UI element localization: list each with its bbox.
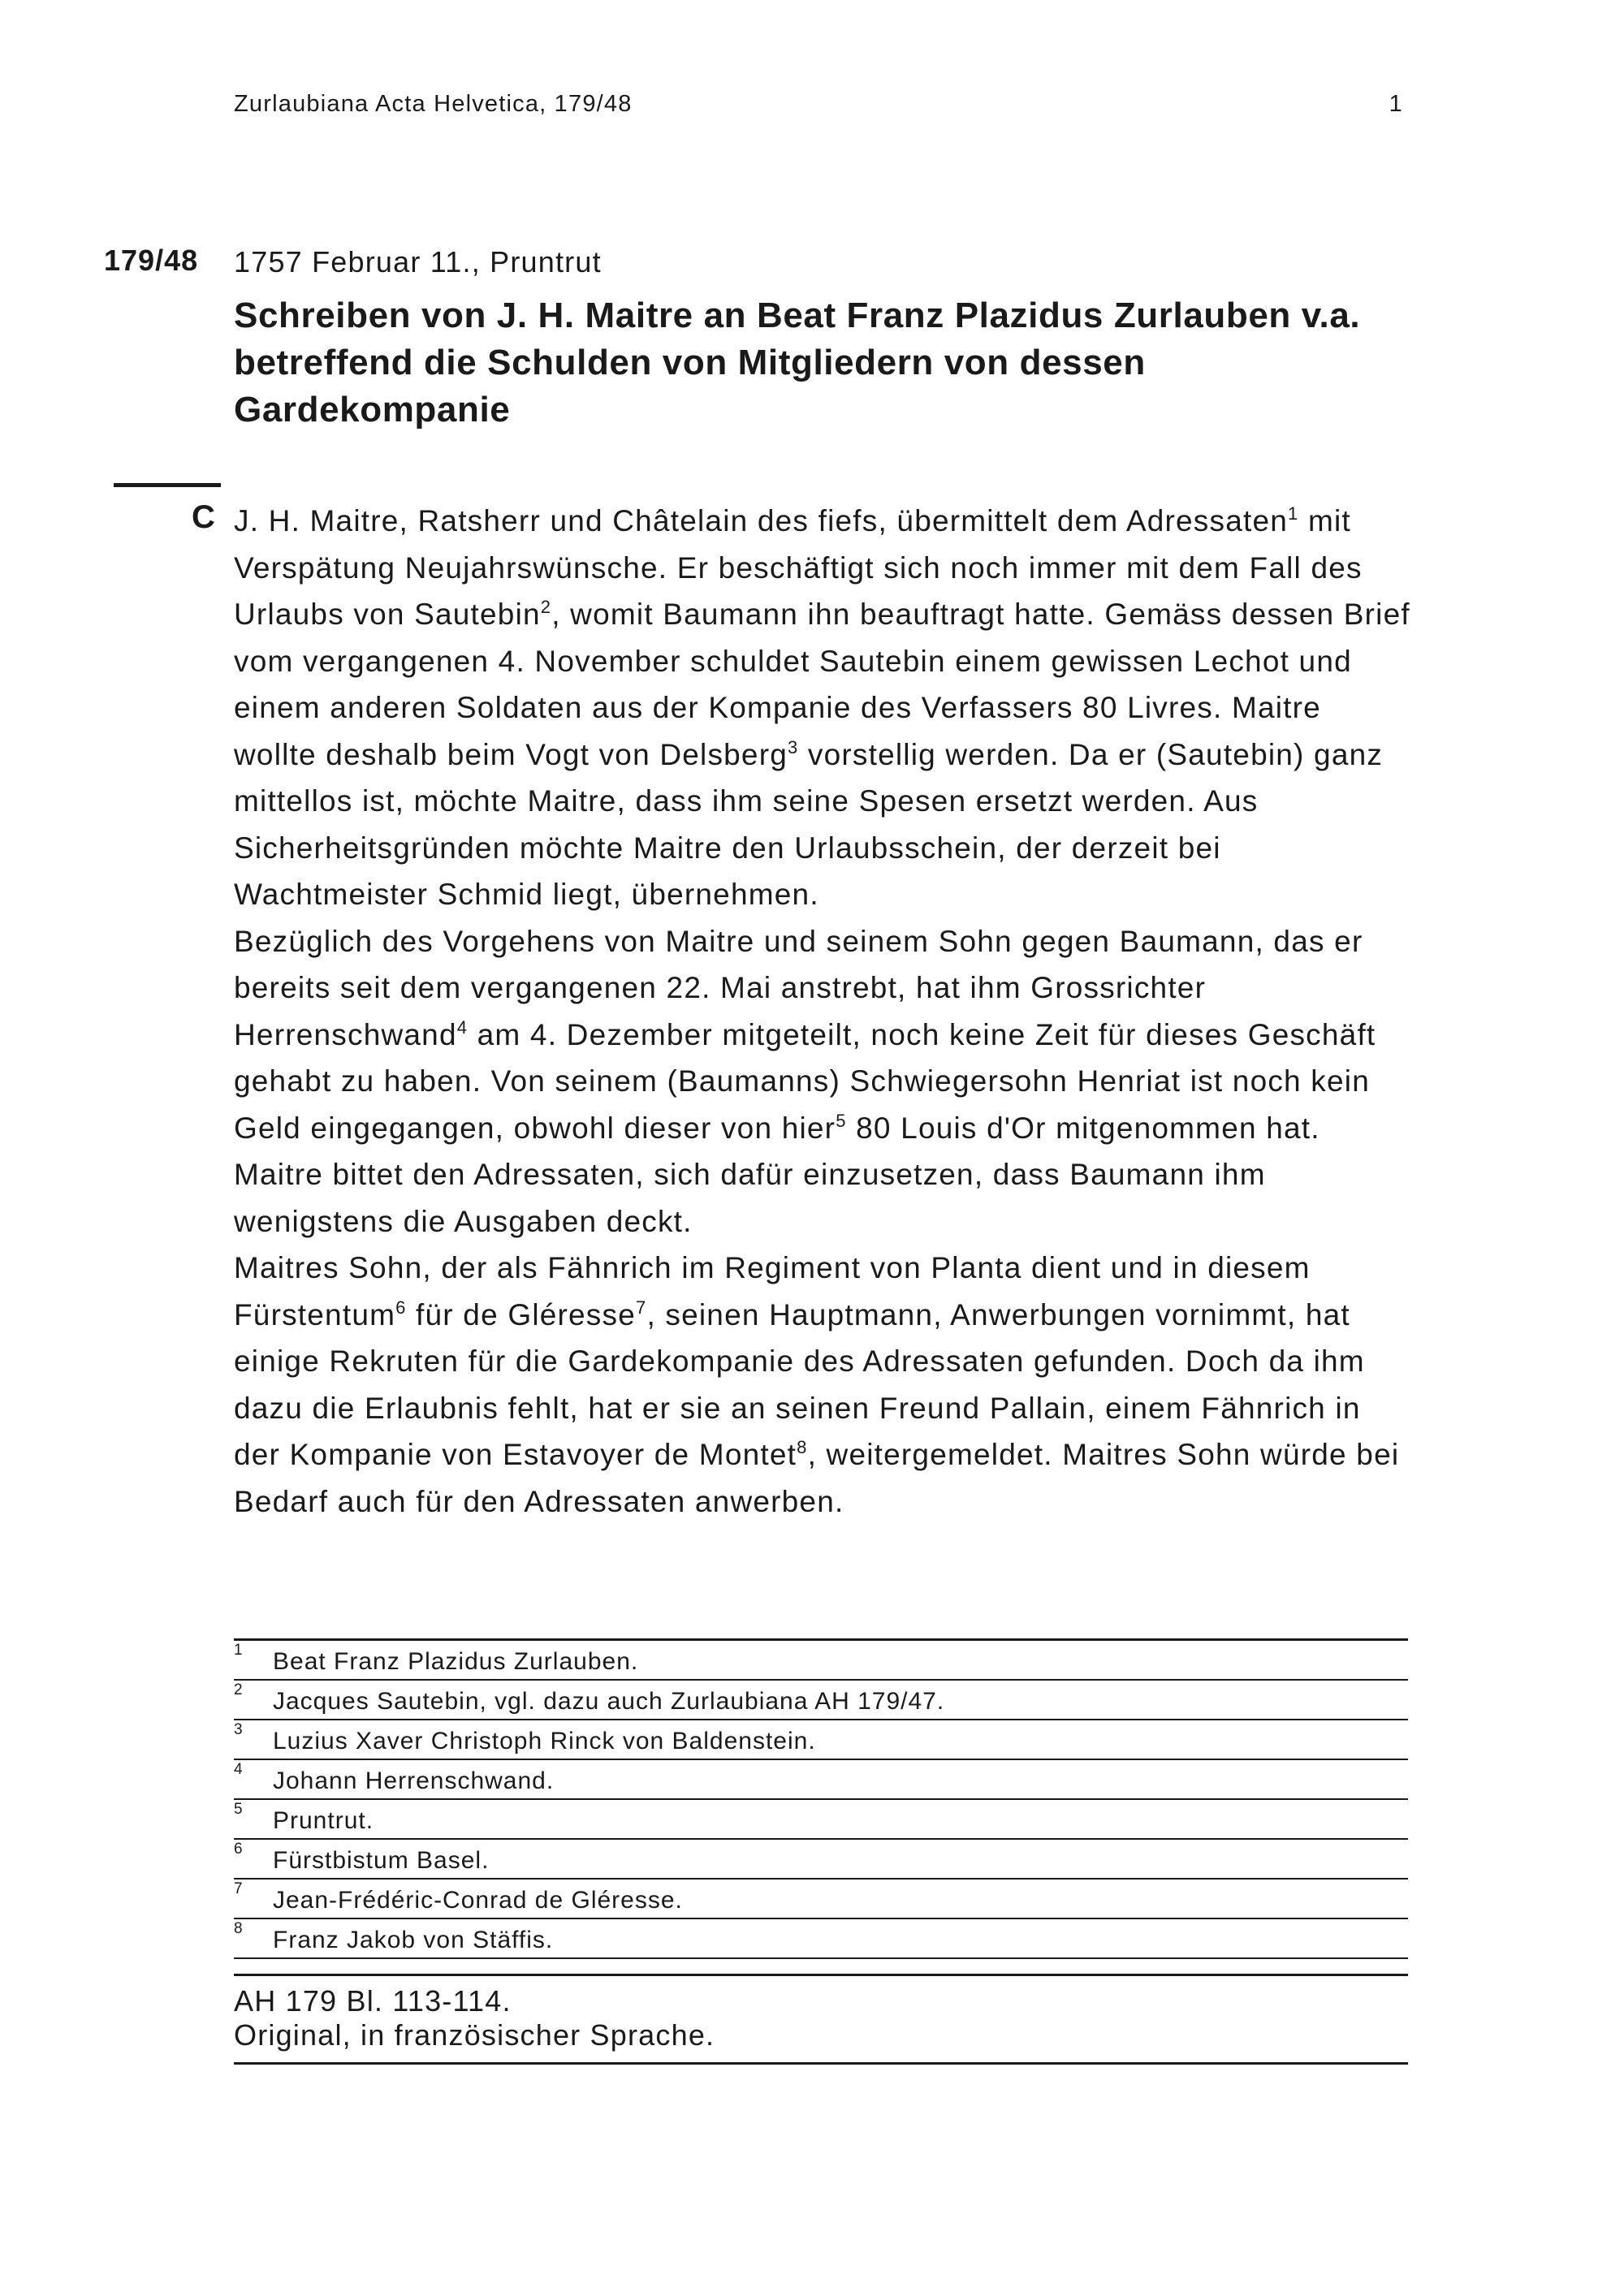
text: Maitres Sohn, der als Fähnrich im Regiment von Planta dient und in diesem Fürstentum <box>234 1251 1311 1331</box>
footnote-text: Luzius Xaver Christoph Rinck von Baldenstein. <box>273 1728 816 1754</box>
footnote <box>234 1760 1408 1800</box>
footnote-text: Johann Herrenschwand. <box>273 1767 555 1794</box>
footnote-ref[interactable]: 2 <box>540 597 552 617</box>
text: am 4. Dezember mitgeteilt, noch keine Zeit für dieses Geschäft gehabt zu haben. Von seinem (Baumanns) Schwiegersohn Henriat ist noch kein Geld eingegangen, obwohl dieser von hier <box>234 1017 1376 1145</box>
source-signature: AH 179 Bl. 113-114. <box>234 1984 512 2018</box>
footnote-number: 3 <box>234 1721 244 1738</box>
footnote-ref[interactable]: 8 <box>797 1437 808 1457</box>
footnote-number: 7 <box>234 1880 244 1897</box>
footnote-ref[interactable]: 4 <box>456 1016 469 1038</box>
footnote-ref[interactable]: 3 <box>788 736 799 757</box>
regest-body <box>234 498 1411 1525</box>
document-date-place: 1757 Februar 11., Pruntrut <box>234 245 602 278</box>
text: , seinen Hauptmann, Anwerbungen vornimmt, hat einige Rekruten für die Gardekompanie des Adressaten gefunden. Doch da ihm dazu die Erlaubnis fehlt, hat er sie an seinen Freund Pallain, einem Fähnrich in der Kompanie von Estavoyer de Montet <box>234 1297 1365 1471</box>
text: vorstellig werden. Da er (Sautebin) ganz mittellos ist, möchte Maitre, dass ihm seine Spesen ersetzt werden. Aus Sicherheitsgründen möchte Maitre den Urlaubsschein, der derzeit bei Wachtmeister Schmid liegt, übernehmen. <box>234 737 1384 911</box>
footnote <box>234 1880 1408 1919</box>
footnote-number: 6 <box>234 1841 244 1858</box>
text: mit Verspätung Neujahrswünsche. Er beschäftigt sich noch immer mit dem Fall des Urlaubs von Sautebin <box>234 504 1363 631</box>
footnote <box>234 1800 1408 1840</box>
footnote-text: Jacques Sautebin, vgl. dazu auch Zurlaubiana AH 179/47. <box>273 1688 945 1715</box>
footnote-number: 5 <box>234 1801 244 1818</box>
paragraph-3 <box>234 1151 1411 1245</box>
footnote <box>234 1840 1408 1880</box>
footnote-ref[interactable]: 7 <box>636 1297 647 1318</box>
text: Bezüglich des Vorgehens von Maitre und seinem Sohn gegen Baumann, das er bereits seit dem vergangenen 22. Mai anstrebt, hat ihm Grossrichter Herrenschwand <box>234 924 1363 1051</box>
text: für de Gléresse <box>406 1297 636 1331</box>
footnote-number: 1 <box>234 1642 244 1659</box>
text: , weitergemeldet. Maitres Sohn würde bei Bedarf auch für den Adressaten anwerben. <box>234 1438 1400 1518</box>
source-note <box>234 1974 1408 2065</box>
paragraph-4 <box>234 1245 1411 1525</box>
running-header <box>234 91 1403 132</box>
text: J. H. Maitre, Ratsherr und Châtelain des fiefs, übermittelt dem Adressaten <box>234 504 1289 537</box>
text: 80 Louis d'Or mitgenommen hat. <box>846 1111 1320 1145</box>
footnote-number: 4 <box>234 1761 244 1778</box>
footnote-number: 8 <box>234 1920 244 1937</box>
text: , womit Baumann ihn beauftragt hatte. Gemäss dessen Brief vom vergangenen 4. November schuldet Sautebin einem gewissen Lechot und einem anderen Soldaten aus der Kompanie des Verfassers 80 Livres. Maitre wollte deshalb beim Vogt von Delsberg <box>234 598 1410 771</box>
footnote <box>234 1919 1408 1959</box>
margin-rule <box>114 483 221 487</box>
footnote-text: Fürstbistum Basel. <box>273 1847 490 1874</box>
footnote-number: 2 <box>234 1681 244 1698</box>
footnote <box>234 1681 1408 1720</box>
footnote-ref[interactable]: 5 <box>836 1110 847 1131</box>
footnotes <box>234 1638 1408 1959</box>
footnote-text: Beat Franz Plazidus Zurlauben. <box>273 1648 639 1675</box>
footnote-text: Jean-Frédéric-Conrad de Gléresse. <box>273 1887 683 1914</box>
source-description: Original, in französischer Sprache. <box>234 2018 715 2052</box>
footnote <box>234 1641 1408 1681</box>
footnote-ref[interactable]: 1 <box>1288 503 1299 524</box>
document-title: Schreiben von J. H. Maitre an Beat Franz Plazidus Zurlauben v.a. betreffend die Schulden von Mitgliedern von dessen Gardekompanie <box>234 296 1361 429</box>
margin-mark: C <box>192 499 215 535</box>
footnote <box>234 1720 1408 1760</box>
footnote-text: Franz Jakob von Stäffis. <box>273 1927 554 1953</box>
footnote-ref[interactable]: 6 <box>395 1297 407 1318</box>
text: Maitre bittet den Adressaten, sich dafür einzusetzen, dass Baumann ihm wenigstens die Ausgaben deckt. <box>234 1158 1266 1238</box>
document-number: 179/48 <box>104 244 199 277</box>
footnote-text: Pruntrut. <box>273 1807 374 1834</box>
paragraph-2 <box>234 918 1411 1152</box>
header-title: Zurlaubiana Acta Helvetica, 179/48 <box>234 91 633 117</box>
page-number: 1 <box>1389 91 1403 117</box>
paragraph-1 <box>234 498 1411 918</box>
